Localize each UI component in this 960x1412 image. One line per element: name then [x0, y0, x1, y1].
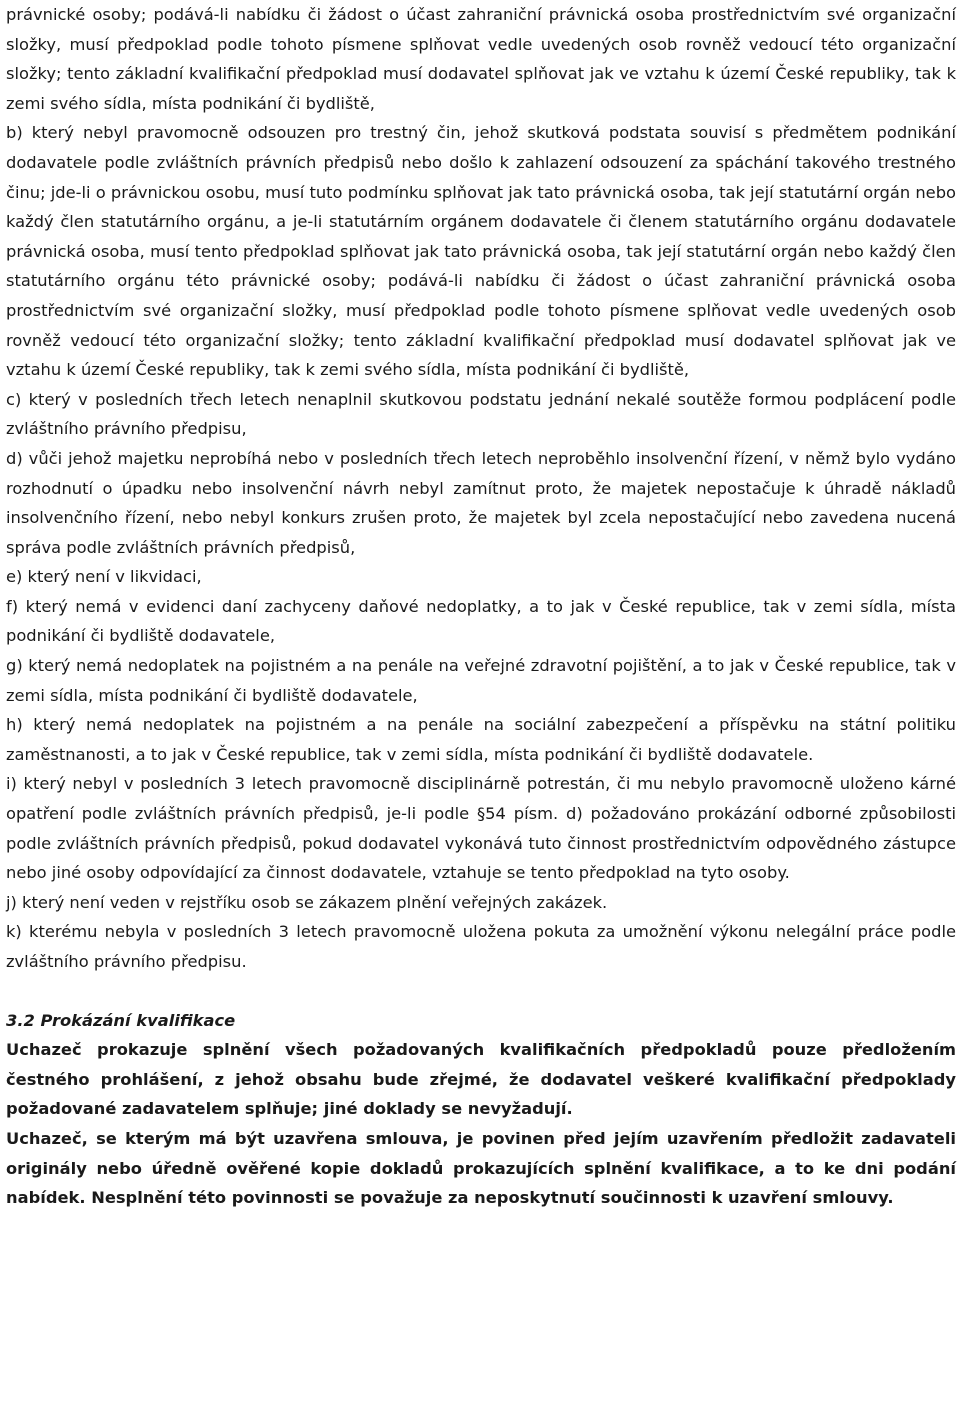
- paragraph-k: k) kterému nebyla v posledních 3 letech pravomocně uložena pokuta za umožnění výkonu nelegální práce podle zvláštního právního předpisu.: [6, 922, 956, 971]
- paragraph-j: j) který není veden v rejstříku osob se zákazem plnění veřejných zakázek.: [6, 892, 608, 912]
- paragraph-c: c) který v posledních třech letech nenaplnil skutkovou podstatu jednání nekalé soutěže formou podplácení podle zvláštního právního předpisu,: [6, 389, 956, 439]
- section-heading: 3.2 Prokázání kvalifikace: [6, 1010, 236, 1030]
- paragraph-a-continuation: právnické osoby; podává-li nabídku či žádost o účast zahraniční právnická osoba prostřednictvím své organizační složky, musí předpoklad podle tohoto písmene splňovat vedle uvedených osob rovněž vedoucí této organizační složky; tento základní kvalifikační předpoklad musí dodavatel splňovat jak ve vztahu k území České republiky, tak k zemi svého sídla, místa podnikání či bydliště,: [6, 5, 956, 113]
- document-page: [6, 0, 956, 1213]
- section-paragraph-originals: Uchazeč, se kterým má být uzavřena smlouva, je povinen před jejím uzavřením předložit zadavateli originály nebo úředně ověřené kopie dokladů prokazujících splnění kvalifikace, a to ke dni podání nabídek. Nesplnění této povinnosti se považuje za neposkytnutí součinnosti k uzavření smlouvy.: [6, 1128, 956, 1208]
- paragraph-i: i) který nebyl v posledních 3 letech pravomocně disciplinárně potrestán, či mu nebylo pravomocně uloženo kárné opatření podle zvláštních právních předpisů, je-li podle §54 písm. d) požadováno prokázání odborné způsobilosti podle zvláštních právních předpisů, pokud dodavatel vykonává tuto činnost prostřednictvím odpovědného zástupce nebo jiné osoby odpovídající za činnost dodavatele, vztahuje se tento předpoklad na tyto osoby.: [6, 774, 956, 883]
- paragraph-g: g) který nemá nedoplatek na pojistném a na penále na veřejné zdravotní pojištění, a to jak v České republice, tak v zemi sídla, místa podnikání či bydliště dodavatele,: [6, 656, 956, 705]
- paragraph-b: b) který nebyl pravomocně odsouzen pro trestný čin, jehož skutková podstata souvisí s předmětem podnikání dodavatele podle zvláštních právních předpisů nebo došlo k zahlazení odsouzení za spáchání takového trestného činu; jde-li o právnickou osobu, musí tuto podmínku splňovat jak tato právnická osoba, tak její statutární orgán nebo každý člen statutárního orgánu, a je-li statutárním orgánem dodavatele či členem statutárního orgánu dodavatele právnická osoba, musí tento předpoklad splňovat jak tato právnická osoba, tak její statutární orgán nebo každý člen statutárního orgánu této právnické osoby; podává-li nabídku či žádost o účast zahraniční právnická osoba prostřednictvím své organizační složky, musí předpoklad podle tohoto písmene splňovat vedle uvedených osob rovněž vedoucí této organizační složky; tento základní kvalifikační předpoklad musí dodavatel splňovat jak ve vztahu k území České republiky, tak k zemi svého sídla, místa podnikání či bydliště,: [6, 123, 956, 380]
- section-paragraph-declaration: Uchazeč prokazuje splnění všech požadovaných kvalifikačních předpokladů pouze předložením čestného prohlášení, z jehož obsahu bude zřejmé, že dodavatel veškeré kvalifikační předpoklady požadované zadavatelem splňuje; jiné doklady se nevyžadují.: [6, 1040, 956, 1119]
- paragraph-f: f) který nemá v evidenci daní zachyceny daňové nedoplatky, a to jak v České republice, tak v zemi sídla, místa podnikání či bydliště dodavatele,: [6, 596, 956, 646]
- paragraph-e: e) který není v likvidaci,: [6, 567, 202, 587]
- section-spacer: [6, 977, 956, 1006]
- paragraph-d: d) vůči jehož majetku neprobíhá nebo v posledních třech letech neproběhlo insolvenční řízení, v němž bylo vydáno rozhodnutí o úpadku nebo insolvenční návrh nebyl zamítnut proto, že majetek nepostačuje k úhradě nákladů insolvenčního řízení, nebo nebyl konkurs zrušen proto, že majetek byl zcela nepostačující nebo zavedena nucená správa podle zvláštních právních předpisů,: [6, 448, 956, 557]
- paragraph-h: h) který nemá nedoplatek na pojistném a na penále na sociální zabezpečení a příspěvku na státní politiku zaměstnanosti, a to jak v České republice, tak v zemi sídla, místa podnikání či bydliště dodavatele.: [6, 715, 956, 764]
